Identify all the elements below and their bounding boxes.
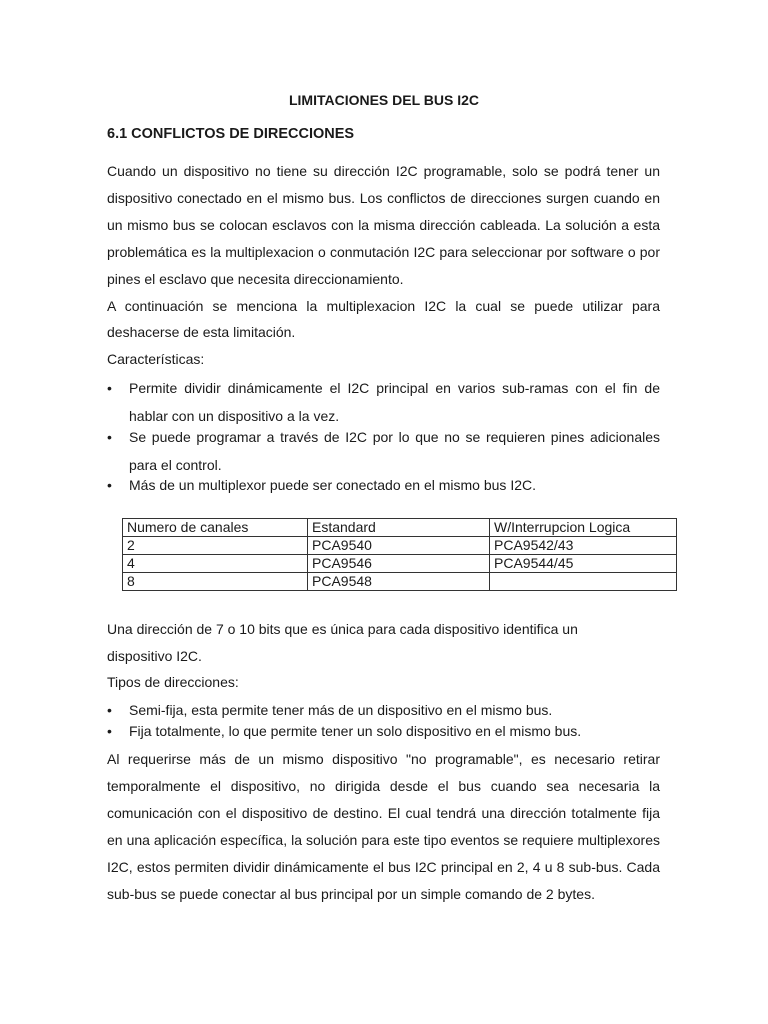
list-item-text: Permite dividir dinámicamente el I2C principal en varios sub-ramas con el fin de hablar con un dispositivo a la vez. <box>129 380 660 424</box>
closing-text <box>107 746 660 908</box>
bullet-icon: • <box>107 477 112 493</box>
table-header-cell: W/Interrupcion Logica <box>490 519 677 537</box>
closing-paragraph: Al requerirse más de un mismo dispositivo "no programable", es necesario retirar temporalmente el dispositivo, no dirigida desde el bus cuando sea necesaria la comunicación con el dispositivo de destino. El cual tendrá una dirección totalmente fija en una aplicación específica, la solución para este tipo eventos se requiere multiplexores I2C, estos permiten dividir dinámicamente el bus I2C principal en 2, 4 u 8 sub-bus. Cada sub-bus se puede conectar al bus principal por un simple comando de 2 bytes. <box>107 751 660 902</box>
intro-text <box>107 158 660 293</box>
address-paragraph: Una dirección de 7 o 10 bits que es única para cada dispositivo identifica un dispositivo I2C. <box>107 621 578 664</box>
bullet-icon: • <box>107 723 112 739</box>
list-item-text: Se puede programar a través de I2C por lo que no se requieren pines adicionales para el control. <box>129 429 660 473</box>
features-list <box>107 374 660 495</box>
table-header-cell: Numero de canales <box>123 519 308 537</box>
list-item <box>107 374 660 430</box>
table-header-row <box>123 519 677 537</box>
table-cell: PCA9548 <box>308 573 490 591</box>
table-cell: PCA9544/45 <box>490 555 677 573</box>
features-label: Características: <box>107 351 205 367</box>
continuation-paragraph: A continuación se menciona la multiplexacion I2C la cual se puede utilizar para deshacerse de esta limitación. <box>107 298 660 340</box>
list-item <box>107 423 660 479</box>
list-item <box>107 721 660 741</box>
table-header-cell: Estandard <box>308 519 490 537</box>
table-cell: PCA9546 <box>308 555 490 573</box>
address-types-label-block <box>107 669 660 695</box>
list-item-text: Semi-fija, esta permite tener más de un dispositivo en el mismo bus. <box>129 702 553 718</box>
table-cell <box>490 573 677 591</box>
bullet-icon: • <box>107 702 112 718</box>
list-item-text: Más de un multiplexor puede ser conectado en el mismo bus I2C. <box>129 477 536 493</box>
table-row <box>123 555 677 573</box>
table-cell: PCA9540 <box>308 537 490 555</box>
continuation-text <box>107 293 660 345</box>
features-label-block <box>107 346 660 372</box>
address-types-list <box>107 700 660 741</box>
intro-paragraph: Cuando un dispositivo no tiene su dirección I2C programable, solo se podrá tener un dispositivo conectado en el mismo bus. Los conflictos de direcciones surgen cuando en un mismo bus se colocan esclavos con la misma dirección cableada. La solución a esta problemática es la multiplexacion o conmutación I2C para seleccionar por software o por pines el esclavo que necesita direccionamiento. <box>107 163 660 287</box>
table-cell: 8 <box>123 573 308 591</box>
bullet-icon: • <box>107 380 112 396</box>
table-row <box>123 573 677 591</box>
list-item <box>107 475 660 495</box>
multiplexer-table <box>122 518 677 591</box>
list-item <box>107 700 660 720</box>
section-heading: 6.1 CONFLICTOS DE DIRECCIONES <box>107 126 355 142</box>
table-cell: PCA9542/43 <box>490 537 677 555</box>
table-cell: 2 <box>123 537 308 555</box>
document-title: LIMITACIONES DEL BUS I2C <box>288 92 480 108</box>
list-item-text: Fija totalmente, lo que permite tener un solo dispositivo en el mismo bus. <box>129 723 582 739</box>
table-cell: 4 <box>123 555 308 573</box>
address-intro-text <box>107 616 627 670</box>
bullet-icon: • <box>107 429 112 445</box>
table-row <box>123 537 677 555</box>
address-types-label: Tipos de direcciones: <box>107 674 239 690</box>
